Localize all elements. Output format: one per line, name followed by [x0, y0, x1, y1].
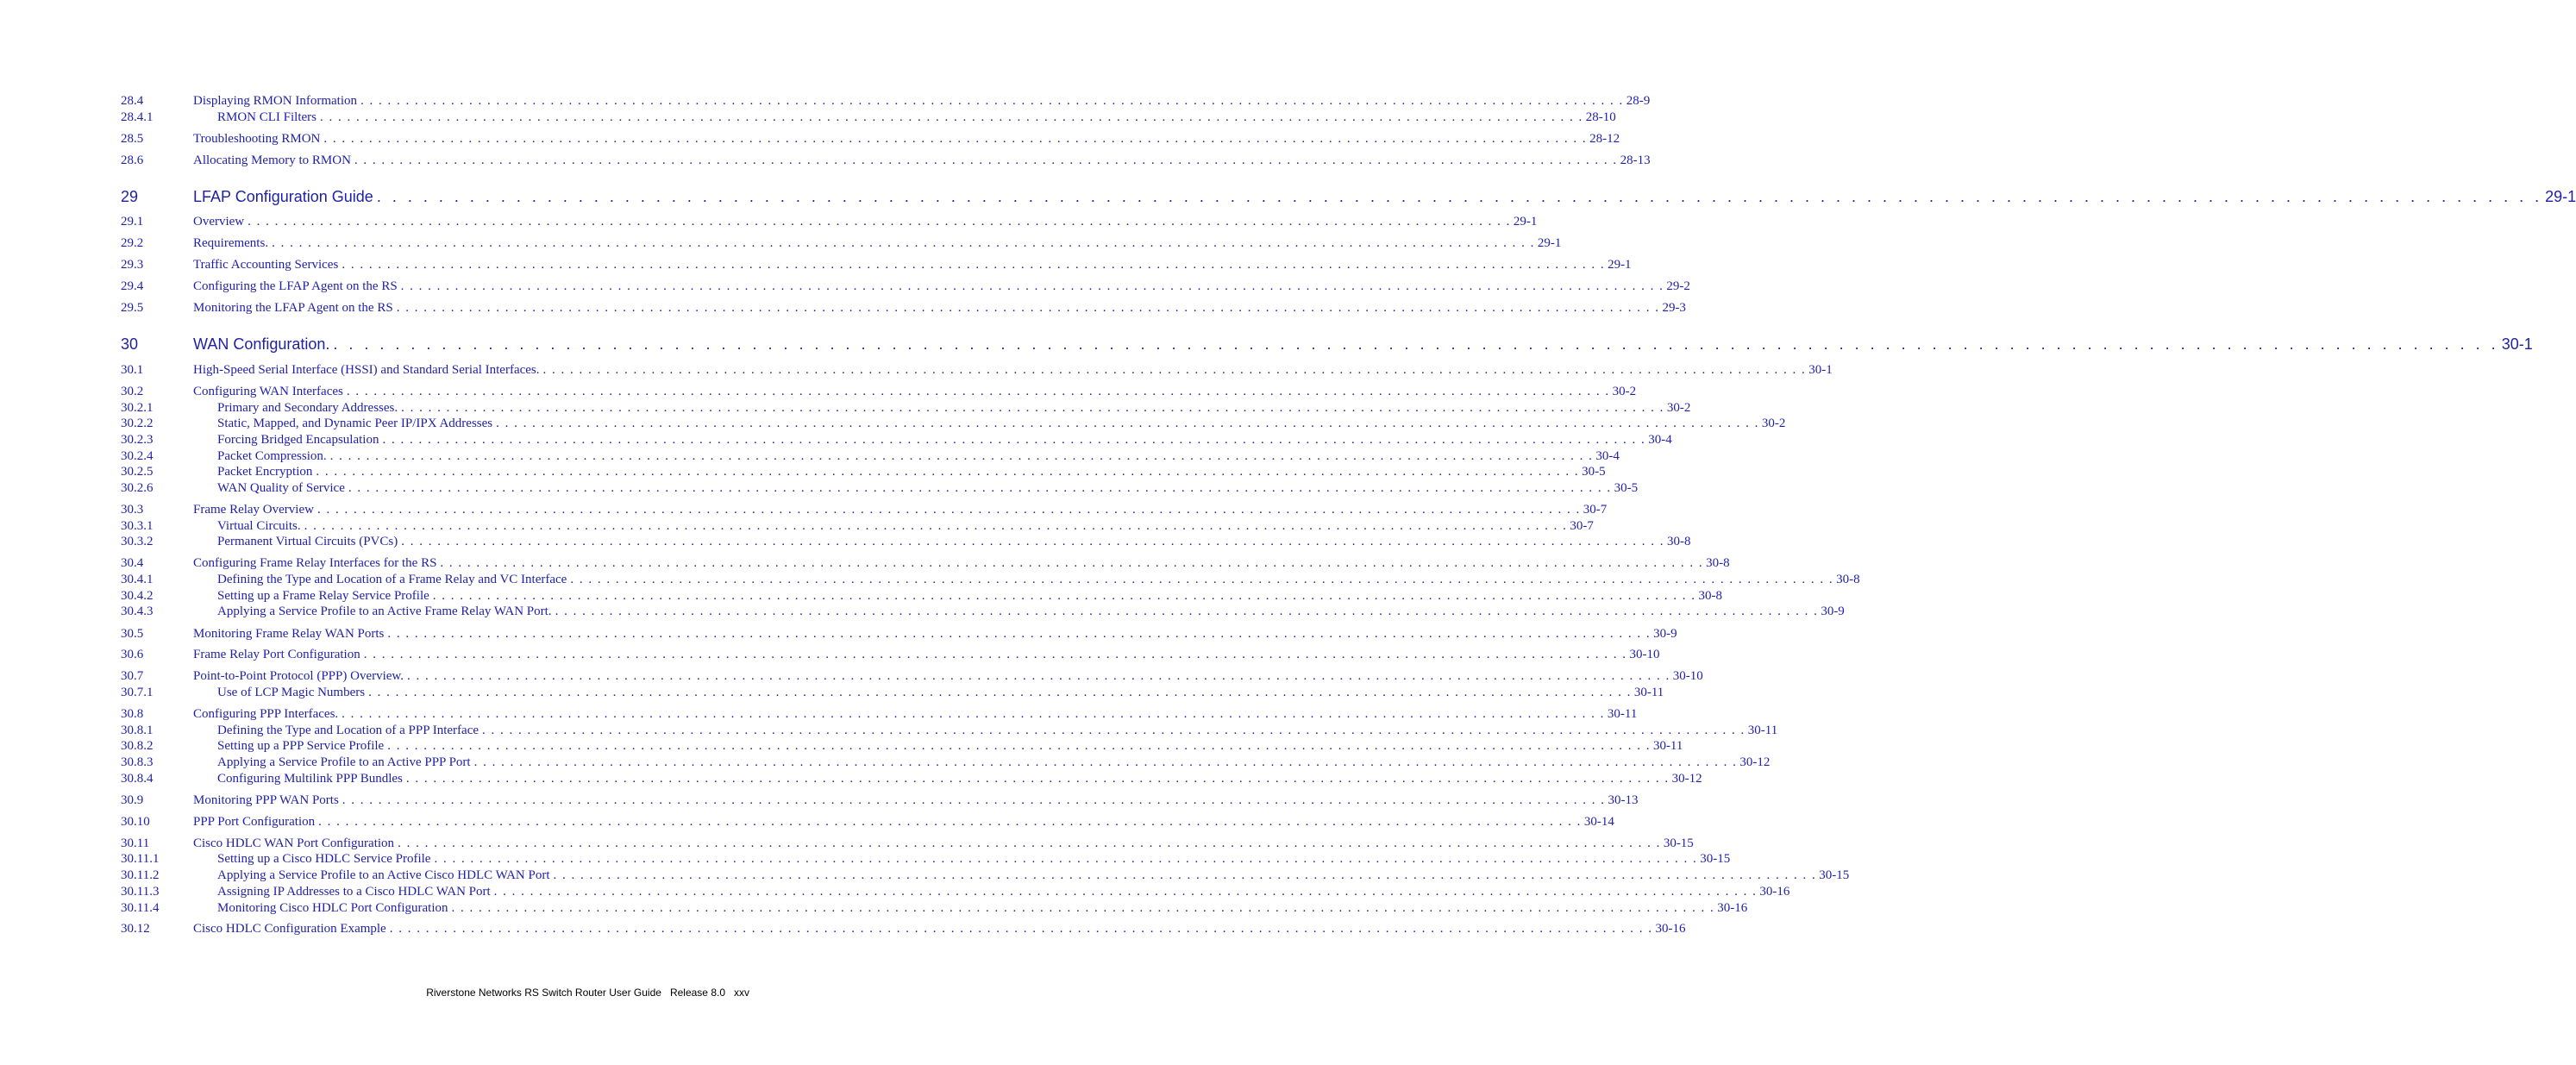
toc-entry-line[interactable]	[217, 517, 1594, 535]
toc-entry-page[interactable]: 30-11	[1633, 686, 1664, 699]
toc-entry-line[interactable]	[193, 130, 1620, 147]
toc-entry-title[interactable]: Virtual Circuits.	[217, 519, 301, 533]
toc-entry-number: 30.3	[121, 503, 144, 517]
toc-entry-line[interactable]	[217, 684, 1664, 701]
toc-section-entry[interactable]	[0, 415, 1786, 432]
toc-entry-page[interactable]: 28-12	[1589, 132, 1620, 146]
toc-entry-line[interactable]	[217, 899, 1748, 917]
toc-section-entry[interactable]	[0, 813, 1614, 830]
toc-entry-number: 30.5	[121, 627, 144, 641]
dot-leader: . . . . . . . . . . . . . . . . . . . . . . . . . . . . . . . . . . . . . . . . . . . . . . . . . . . . . . . . . . . . . . . . . . . . . . . . . . . . . . . . . . . . . . . . . . . . . . . . . . . . . . . . . . . . . . . . . . . . . . . . . . . . . . . . . . . . . . . . . . . .	[382, 433, 1646, 447]
dot-leader: . . . . . . . . . . . . . . . . . . . . . . . . . . . . . . . . . . . . . . . . . . . . . . . . . . . . . . . . . . . . . . . . . . . . . . . . . . . . . . . . . . . . . . . . . . . . . . . . . . . . . . . . . . . . . . . . . . . . . . . . . . . . . . . . . . . . . . . . . . . .	[473, 755, 1738, 769]
toc-entry-title[interactable]: RMON CLI Filters	[217, 110, 317, 124]
toc-entry-page[interactable]: 30-9	[1653, 627, 1677, 641]
toc-section-entry[interactable]	[0, 705, 1638, 723]
toc-section-entry[interactable]	[0, 448, 1620, 465]
toc-entry-page[interactable]: 30-16	[1655, 922, 1686, 936]
toc-section-entry[interactable]	[0, 835, 1694, 852]
dot-leader: . . . . . . . . . . . . . . . . . . . . . . . . . . . . . . . . . . . . . . . . . . . . . . . . . . . . . . . . . . . . . . . . . . . . . . . . . . . . . . . . . . . . . . . . . . . . . . . . . . . . . . . . . . . . . . . . . . . . . . . . . . . . . . . . . . . . . . . . . . . .	[387, 627, 1652, 641]
dot-leader: . . . . . . . . . . . . . . . . . . . . . . . . . . . . . . . . . . . . . . . . . . . . . . . . . . . . . . . . . . . . . . . . . . . . . . . . . . . . . . . . . . . . . . . . . . . . . . . . . . . . . . . . . . . . . . . . . . . . . . . . . . . . . . . . . . . . . . . . . . . .	[389, 922, 1653, 936]
toc-entry-line[interactable]	[217, 737, 1683, 755]
toc-section-entry[interactable]	[0, 463, 1606, 480]
toc-section-entry[interactable]	[0, 256, 1632, 273]
dot-leader: . . . . . . . . . . . . . . . . . . . . . . . . . . . . . . . . . . . . . . . . . . . . . . . . . . . . . . . . . . . . . . . . . . . . . . . . . . . . . . . . . . . . . . . . . . . . . . . . . . . . . . . . . . . . . . . . . . . . . . . . . . . . . . . . . . . . . . . . . . . .	[320, 110, 1583, 124]
toc-entry-number: 30.3.1	[121, 519, 154, 533]
toc-entry-line[interactable]	[217, 722, 1778, 739]
toc-entry-number: 30.4	[121, 556, 144, 570]
toc-section-entry[interactable]	[0, 109, 1616, 126]
toc-entry-page[interactable]: 30-1	[1808, 363, 1833, 377]
toc-entry-title[interactable]: WAN Configuration.	[193, 335, 330, 353]
toc-section-entry[interactable]	[0, 361, 1833, 379]
toc-entry-title[interactable]: Cisco HDLC Configuration Example	[193, 922, 386, 936]
toc-entry-line[interactable]	[193, 299, 1686, 316]
toc-entry-page[interactable]: 28-10	[1585, 110, 1616, 124]
toc-entry-title[interactable]: Defining the Type and Location of a Frame Relay and VC Interface	[217, 573, 567, 586]
dot-leader: . . . . . . . . . . . . . . . . . . . . . . . . . . . . . . . . . . . . . . . . . . . . . . . . . . . . . . . . . . . . . . . . . . . . . . . . . . . . . . . . . . . . . . . . . . . . . . . . . . . . . . . . . . . . . . . . . . . . . . . . . . . . . . . . . . . . . . . . . . . .	[342, 793, 1606, 807]
toc-entry-title[interactable]: Permanent Virtual Circuits (PVCs)	[217, 535, 398, 548]
toc-entry-line[interactable]	[193, 792, 1639, 809]
toc-entry-title[interactable]: Setting up a Frame Relay Service Profile	[217, 589, 429, 603]
toc-entry-number: 30.2.2	[121, 417, 154, 430]
dot-leader: . . . . . . . . . . . . . . . . . . . . . . . . . . . . . . . . . . . . . . . . . . . . . . . . . . . . . . . . . . . . . . . . . . . . . . . . . . . . . . . . . . . . . . . . . . . . . . . . . . . . . . . . . . . . . . . . . . . . . . . . . . . . . . . . . . . . . . . . . . . .	[348, 481, 1612, 495]
toc-section-entry[interactable]	[0, 278, 1690, 295]
toc-entry-page[interactable]: 30-8	[1836, 573, 1860, 586]
dot-leader: . . . . . . . . . . . . . . . . . . . . . . . . . . . . . . . . . . . . . . . . . . . . . . . . . . . . . . . . . . . . . . . . . . . . . . . . . . . . . . . . . . . . . . . . . . . . . . . . . . . . . . . . . . . . . . . . . . . . . . . . . . . . . . . . . . . . . . . . . . . .	[396, 301, 1660, 315]
toc-entry-title[interactable]: Defining the Type and Location of a PPP Interface	[217, 724, 479, 737]
toc-entry-number: 30.3.2	[121, 535, 154, 548]
toc-entry-line[interactable]	[193, 625, 1677, 642]
dot-leader: . . . . . . . . . . . . . . . . . . . . . . . . . . . . . . . . . . . . . . . . . . . . . . . . . . . . . . . . . . . . . . . . . . . . . . . . . . . . . . . . . . . . . . . . . . . . . . . . . . . . . . . . . . . . . . . . . . . . . . . . . . . . . . . . . . . . . . . . . . . .	[401, 535, 1664, 548]
toc-section-entry[interactable]	[0, 737, 1683, 755]
toc-entry-title[interactable]: Applying a Service Profile to an Active Cisco HDLC WAN Port	[217, 868, 550, 882]
toc-entry-number: 29.4	[121, 279, 144, 293]
toc-entry-title[interactable]: Frame Relay Port Configuration	[193, 648, 360, 661]
toc-entry-page[interactable]: 30-16	[1717, 901, 1748, 915]
dot-leader: . . . . . . . . . . . . . . . . . . . . . . . . . . . . . . . . . . . . . . . . . . . . . . . . . . . . . . . . . . . . . . . . . . . . . . . . . . . . . . . . . . . . . . . . . . . . . . . . . . . . . . . . . . . . . . . . . . . . . . . . . . . . . . . . . . . . . . . . . . . .	[360, 94, 1624, 108]
toc-entry-page[interactable]: 30-10	[1672, 669, 1703, 683]
dot-leader: . . . . . . . . . . . . . . . . . . . . . . . . . . . . . . . . . . . . . . . . . . . . . . . . . . . . . . . . . . . . . . . . . . . . . . . . . . . . . . . . . . . . . . . . . . . . . . . . . . . . . . . . . . . . . . . . . . . . . . . . . . . . . . . . . . . . . . . . . . . .	[398, 836, 1661, 850]
toc-section-entry[interactable]	[0, 770, 1702, 787]
toc-section-entry[interactable]	[0, 684, 1664, 701]
toc-entry-title[interactable]: Monitoring the LFAP Agent on the RS	[193, 301, 393, 315]
toc-section-entry[interactable]	[0, 603, 1845, 620]
toc-entry-number: 30.8.3	[121, 755, 154, 769]
toc-entry-line[interactable]	[193, 213, 1538, 230]
toc-entry-page[interactable]: 28-13	[1620, 153, 1651, 167]
toc-entry-page[interactable]: 30-8	[1706, 556, 1730, 570]
toc-entry-number: 30.4.3	[121, 605, 154, 618]
toc-entry-title[interactable]: Configuring WAN Interfaces	[193, 385, 343, 398]
toc-entry-page[interactable]: 30-10	[1629, 648, 1660, 661]
toc-entry-line[interactable]	[193, 333, 2533, 355]
toc-entry-number: 30.10	[121, 815, 150, 829]
toc-section-entry[interactable]	[0, 754, 1771, 771]
toc-entry-title[interactable]: Cisco HDLC WAN Port Configuration	[193, 836, 395, 850]
dot-leader: . . . . . . . . . . . . . . . . . . . . . . . . . . . . . . . . . . . . . . . . . . . . . . . . . . . . . . . . . . . . . . . . . . . . . . . . . . . . . . . . . . . . . . . . . . . . . . . . . . . . . . . . . . . . . . . . . . . . . . . . . . . . . . . . . . . . . . . . . . . .	[400, 279, 1664, 293]
toc-section-entry[interactable]	[0, 667, 1703, 685]
dot-leader: . . . . . . . . . . . . . . . . . . . . . . . . . . . . . . . . . . . . . . . . . . . . . . . . . . . . . . . . . . . . . . . . . . . . . . . . . . . . . . . . . . . . . . . . . . . . . . . . . . . . . . . . . . . . . . . . . . . . . . . . . . . . . . . . . . . . . . . . . . . .	[248, 215, 1511, 229]
dot-leader: . . . . . . . . . . . . . . . . . . . . . . . . . . . . . . . . . . . . . . . . . . . . . . . . . . . . . . . . . . . . . . . . . . . . . . . . . . . . . . . . . . . . . . . . . . . . . . . . . . . . . . . . . . . . . . . . . . . . . . . . . . . . . . . . . . . . . . . . . . . .	[376, 188, 2543, 205]
toc-entry-number: 30.1	[121, 363, 144, 377]
toc-entry-page[interactable]: 29-3	[1662, 301, 1686, 315]
dot-leader: . . . . . . . . . . . . . . . . . . . . . . . . . . . . . . . . . . . . . . . . . . . . . . . . . . . . . . . . . . . . . . . . . . . . . . . . . . . . . . . . . . . . . . . . . . . . . . . . . . . . . . . . . . . . . . . . . . . . . . . . . . . . . . . . . . . . . . . . . . . .	[553, 868, 1817, 882]
toc-section-entry[interactable]	[0, 850, 1731, 868]
toc-section-entry[interactable]	[0, 383, 1637, 400]
toc-entry-number: 30.12	[121, 922, 150, 936]
toc-entry-line[interactable]	[193, 92, 1651, 110]
dot-leader: . . . . . . . . . . . . . . . . . . . . . . . . . . . . . . . . . . . . . . . . . . . . . . . . . . . . . . . . . . . . . . . . . . . . . . . . . . . . . . . . . . . . . . . . . . . . . . . . . . . . . . . . . . . . . . . . . . . . . . . . . . . . . . . . . . . . . . . . . . . .	[401, 401, 1664, 415]
toc-entry-page[interactable]: 30-11	[1747, 724, 1778, 737]
toc-section-entry[interactable]	[0, 299, 1686, 316]
toc-entry-page[interactable]: 30-15	[1819, 868, 1850, 882]
toc-entry-page[interactable]: 30-5	[1582, 465, 1606, 479]
toc-entry-number: 30.11.1	[121, 852, 160, 866]
toc-entry-line[interactable]	[217, 850, 1731, 868]
toc-entry-title[interactable]: Frame Relay Overview	[193, 503, 314, 517]
toc-section-entry[interactable]	[0, 792, 1639, 809]
toc-entry-line[interactable]	[193, 185, 2576, 208]
toc-entry-page[interactable]: 30-7	[1583, 503, 1608, 517]
dot-leader: . . . . . . . . . . . . . . . . . . . . . . . . . . . . . . . . . . . . . . . . . . . . . . . . . . . . . . . . . . . . . . . . . . . . . . . . . . . . . . . . . . . . . . . . . . . . . . . . . . . . . . . . . . . . . . . . . . . . . . . . . . . . . . . . . . . . . . . . . . . .	[316, 465, 1580, 479]
toc-entry-line[interactable]	[217, 770, 1702, 787]
toc-entry-title[interactable]: Applying a Service Profile to an Active Frame Relay WAN Port.	[217, 605, 552, 618]
toc-entry-page[interactable]: 29-2	[1666, 279, 1690, 293]
toc-entry-number: 30.2.4	[121, 449, 154, 463]
toc-section-entry[interactable]	[0, 501, 1608, 518]
dot-leader: . . . . . . . . . . . . . . . . . . . . . . . . . . . . . . . . . . . . . . . . . . . . . . . . . . . . . . . . . . . . . . . . . . . . . . . . . . . . . . . . . . . . . . . . . . . . . . . . . . . . . . . . . . . . . . . . . . . . . . . . . . . . . . . . . . . . . . . . . . . .	[555, 605, 1819, 618]
toc-entry-number: 30.2	[121, 385, 144, 398]
toc-section-entry[interactable]	[0, 479, 1639, 497]
toc-section-entry[interactable]	[0, 587, 1723, 605]
toc-entry-title[interactable]: Traffic Accounting Services	[193, 258, 339, 272]
toc-entry-number: 30.7.1	[121, 686, 154, 699]
toc-entry-line[interactable]	[217, 479, 1639, 497]
dot-leader: . . . . . . . . . . . . . . . . . . . . . . . . . . . . . . . . . . . . . . . . . . . . . . . . . . . . . . . . . . . . . . . . . . . . . . . . . . . . . . . . . . . . . . . . . . . . . . . . . . . . . . . . . . . . . . . . . . . . . . . . . . . . . . . . . . . . . . . . . . . .	[368, 686, 1632, 699]
toc-entry-number: 30.9	[121, 793, 144, 807]
toc-section-entry[interactable]	[0, 130, 1620, 147]
dot-leader: . . . . . . . . . . . . . . . . . . . . . . . . . . . . . . . . . . . . . . . . . . . . . . . . . . . . . . . . . . . . . . . . . . . . . . . . . . . . . . . . . . . . . . . . . . . . . . . . . . . . . . . . . . . . . . . . . . . . . . . . . . . . . . . . . . . . . . . . . . . .	[407, 669, 1670, 683]
toc-chapter-entry[interactable]	[0, 185, 2576, 208]
toc-section-entry[interactable]	[0, 867, 1850, 884]
toc-entry-page[interactable]: 30-8	[1698, 589, 1723, 603]
toc-entry-title[interactable]: Point-to-Point Protocol (PPP) Overview.	[193, 669, 404, 683]
dot-leader: . . . . . . . . . . . . . . . . . . . . . . . . . . . . . . . . . . . . . . . . . . . . . . . . . . . . . . . . . . . . . . . . . . . . . . . . . . . . . . . . . . . . . . . . . . . . . . . . . . . . . . . . . . . . . . . . . . . . . . . . . . . . . . . . . . . . . . . . . . . .	[346, 385, 1610, 398]
dot-leader: . . . . . . . . . . . . . . . . . . . . . . . . . . . . . . . . . . . . . . . . . . . . . . . . . . . . . . . . . . . . . . . . . . . . . . . . . . . . . . . . . . . . . . . . . . . . . . . . . . . . . . . . . . . . . . . . . . . . . . . . . . . . . . . . . . . . . . . . . . . .	[542, 363, 1807, 377]
toc-entry-line[interactable]	[193, 667, 1703, 685]
toc-entry-line[interactable]	[217, 754, 1771, 771]
toc-entry-line[interactable]	[217, 399, 1691, 417]
dot-leader: . . . . . . . . . . . . . . . . . . . . . . . . . . . . . . . . . . . . . . . . . . . . . . . . . . . . . . . . . . . . . . . . . . . . . . . . . . . . . . . . . . . . . . . . . . . . . . . . . . . . . . . . . . . . . . . . . . . . . . . . . . . . . . . . . . . . . . . . . . . .	[405, 772, 1670, 786]
toc-section-entry[interactable]	[0, 399, 1691, 417]
toc-entry-number: 30.11.2	[121, 868, 160, 882]
dot-leader: . . . . . . . . . . . . . . . . . . . . . . . . . . . . . . . . . . . . . . . . . . . . . . . . . . . . . . . . . . . . . . . . . . . . . . . . . . . . . . . . . . . . . . . . . . . . . . . . . . . . . . . . . . . . . . . . . . . . . . . . . . . . . . . . . . . . . . . . . . . .	[434, 852, 1698, 866]
toc-entry-number: 30.7	[121, 669, 144, 683]
toc-entry-title[interactable]: Allocating Memory to RMON	[193, 153, 351, 167]
toc-section-entry[interactable]	[0, 722, 1778, 739]
toc-entry-number: 29	[121, 188, 139, 205]
toc-entry-title[interactable]: High-Speed Serial Interface (HSSI) and Standard Serial Interfaces.	[193, 363, 540, 377]
toc-entry-number: 30.8.4	[121, 772, 154, 786]
toc-section-entry[interactable]	[0, 625, 1677, 642]
toc-section-entry[interactable]	[0, 920, 1686, 937]
toc-entry-number: 29.2	[121, 236, 144, 250]
toc-entry-title[interactable]: Static, Mapped, and Dynamic Peer IP/IPX Addresses	[217, 417, 493, 430]
toc-entry-line[interactable]	[217, 867, 1850, 884]
toc-entry-line[interactable]	[193, 835, 1694, 852]
dot-leader: . . . . . . . . . . . . . . . . . . . . . . . . . . . . . . . . . . . . . . . . . . . . . . . . . . . . . . . . . . . . . . . . . . . . . . . . . . . . . . . . . . . . . . . . . . . . . . . . . . . . . . . . . . . . . . . . . . . . . . . . . . . . . . . . . . . . . . . . . . . .	[318, 815, 1582, 829]
toc-entry-number: 30.2.6	[121, 481, 154, 495]
dot-leader: . . . . . . . . . . . . . . . . . . . . . . . . . . . . . . . . . . . . . . . . . . . . . . . . . . . . . . . . . . . . . . . . . . . . . . . . . . . . . . . . . . . . . . . . . . . . . . . . . . . . . . . . . . . . . . . . . . . . . . . . . . . . . . . . . . . . . . . . . . . .	[363, 648, 1627, 661]
toc-entry-number: 30.6	[121, 648, 144, 661]
toc-entry-line[interactable]	[217, 883, 1790, 900]
toc-entry-title[interactable]: Displaying RMON Information	[193, 94, 357, 108]
toc-entry-title[interactable]: Configuring PPP Interfaces.	[193, 707, 339, 721]
dot-leader: . . . . . . . . . . . . . . . . . . . . . . . . . . . . . . . . . . . . . . . . . . . . . . . . . . . . . . . . . . . . . . . . . . . . . . . . . . . . . . . . . . . . . . . . . . . . . . . . . . . . . . . . . . . . . . . . . . . . . . . . . . . . . . . . . . . . . . . . . . . .	[323, 132, 1588, 146]
toc-entry-line[interactable]	[217, 448, 1620, 465]
toc-entry-line[interactable]	[193, 501, 1608, 518]
toc-section-entry[interactable]	[0, 92, 1651, 110]
toc-entry-title[interactable]: Forcing Bridged Encapsulation	[217, 433, 379, 447]
toc-entry-line[interactable]	[193, 256, 1632, 273]
toc-entry-line[interactable]	[193, 235, 1562, 252]
dot-leader: . . . . . . . . . . . . . . . . . . . . . . . . . . . . . . . . . . . . . . . . . . . . . . . . . . . . . . . . . . . . . . . . . . . . . . . . . . . . . . . . . . . . . . . . . . . . . . . . . . . . . . . . . . . . . . . . . . . . . . . . . . . . . . . . . . . . . . . . . . . .	[493, 885, 1758, 899]
toc-entry-title[interactable]: Configuring the LFAP Agent on the RS	[193, 279, 398, 293]
toc-entry-page[interactable]: 30-1	[2501, 335, 2533, 353]
toc-entry-line[interactable]	[217, 463, 1606, 480]
toc-entry-title[interactable]: WAN Quality of Service	[217, 481, 345, 495]
dot-leader: . . . . . . . . . . . . . . . . . . . . . . . . . . . . . . . . . . . . . . . . . . . . . . . . . . . . . . . . . . . . . . . . . . . . . . . . . . . . . . . . . . . . . . . . . . . . . . . . . . . . . . . . . . . . . . . . . . . . . . . . . . . . . . . . . . . . . . . . . . . .	[272, 236, 1535, 250]
toc-entry-line[interactable]	[217, 587, 1723, 605]
toc-entry-page[interactable]: 30-11	[1652, 739, 1683, 753]
toc-entry-line[interactable]	[217, 109, 1616, 126]
toc-entry-line[interactable]	[217, 603, 1845, 620]
toc-entry-page[interactable]: 29-1	[1608, 258, 1632, 272]
toc-entry-number: 30.2.1	[121, 401, 154, 415]
dot-leader: . . . . . . . . . . . . . . . . . . . . . . . . . . . . . . . . . . . . . . . . . . . . . . . . . . . . . . . . . . . . . . . . . . . . . . . . . . . . . . . . . . . . . . . . . . . . . . . . . . . . . . . . . . . . . . . . . . . . . . . . . . . . . . . . . . . . . . . . . . . .	[451, 901, 1715, 915]
toc-entry-page[interactable]: 30-15	[1700, 852, 1731, 866]
toc-entry-line[interactable]	[193, 361, 1833, 379]
toc-entry-page[interactable]: 30-8	[1666, 535, 1691, 548]
toc-entry-title[interactable]: Primary and Secondary Addresses.	[217, 401, 398, 415]
footer-page-number: xxv	[734, 987, 749, 999]
dot-leader: . . . . . . . . . . . . . . . . . . . . . . . . . . . . . . . . . . . . . . . . . . . . . . . . . . . . . . . . . . . . . . . . . . . . . . . . . . . . . . . . . . . . . . . . . . . . . . . . . . . . . . . . . . . . . . . . . . . . . . . . . . . . . . . . . . . . . . . . . . . .	[342, 258, 1606, 272]
toc-section-entry[interactable]	[0, 152, 1651, 169]
toc-entry-page[interactable]: 30-13	[1608, 793, 1639, 807]
dot-leader: . . . . . . . . . . . . . . . . . . . . . . . . . . . . . . . . . . . . . . . . . . . . . . . . . . . . . . . . . . . . . . . . . . . . . . . . . . . . . . . . . . . . . . . . . . . . . . . . . . . . . . . . . . . . . . . . . . . . . . . . . . . . . . . . . . . . . . . . . . . .	[333, 335, 2499, 353]
toc-entry-number: 30.8.2	[121, 739, 154, 753]
toc-entry-number: 29.5	[121, 301, 144, 315]
dot-leader: . . . . . . . . . . . . . . . . . . . . . . . . . . . . . . . . . . . . . . . . . . . . . . . . . . . . . . . . . . . . . . . . . . . . . . . . . . . . . . . . . . . . . . . . . . . . . . . . . . . . . . . . . . . . . . . . . . . . . . . . . . . . . . . . . . . . . . . . . . . .	[432, 589, 1696, 603]
toc-entry-title[interactable]: Monitoring PPP WAN Ports	[193, 793, 339, 807]
dot-leader: . . . . . . . . . . . . . . . . . . . . . . . . . . . . . . . . . . . . . . . . . . . . . . . . . . . . . . . . . . . . . . . . . . . . . . . . . . . . . . . . . . . . . . . . . . . . . . . . . . . . . . . . . . . . . . . . . . . . . . . . . . . . . . . . . . . . . . . . . . . .	[317, 503, 1581, 517]
toc-entry-page[interactable]: 30-4	[1595, 449, 1620, 463]
toc-entry-number: 28.4	[121, 94, 144, 108]
toc-entry-number: 30.4.2	[121, 589, 154, 603]
dot-leader: . . . . . . . . . . . . . . . . . . . . . . . . . . . . . . . . . . . . . . . . . . . . . . . . . . . . . . . . . . . . . . . . . . . . . . . . . . . . . . . . . . . . . . . . . . . . . . . . . . . . . . . . . . . . . . . . . . . . . . . . . . . . . . . . . . . . . . . . . . . .	[570, 573, 1834, 586]
dot-leader: . . . . . . . . . . . . . . . . . . . . . . . . . . . . . . . . . . . . . . . . . . . . . . . . . . . . . . . . . . . . . . . . . . . . . . . . . . . . . . . . . . . . . . . . . . . . . . . . . . . . . . . . . . . . . . . . . . . . . . . . . . . . . . . . . . . . . . . . . . . .	[342, 707, 1605, 721]
toc-entry-page[interactable]: 30-14	[1583, 815, 1614, 829]
toc-section-entry[interactable]	[0, 646, 1660, 663]
toc-entry-line[interactable]	[217, 415, 1786, 432]
toc-entry-title[interactable]: Use of LCP Magic Numbers	[217, 686, 366, 699]
toc-chapter-entry[interactable]	[0, 333, 2533, 355]
toc-entry-number: 28.6	[121, 153, 144, 167]
toc-entry-title[interactable]: Monitoring Cisco HDLC Port Configuration	[217, 901, 448, 915]
toc-entry-number: 30.11.4	[121, 901, 160, 915]
toc-entry-page[interactable]: 30-2	[1761, 417, 1786, 430]
toc-entry-line[interactable]	[193, 813, 1614, 830]
toc-section-entry[interactable]	[0, 517, 1594, 535]
toc-entry-page[interactable]: 30-15	[1663, 836, 1694, 850]
toc-section-entry[interactable]	[0, 213, 1538, 230]
toc-entry-number: 30.2.3	[121, 433, 154, 447]
toc-entry-number: 28.4.1	[121, 110, 154, 124]
toc-entry-title[interactable]: Applying a Service Profile to an Active PPP Port	[217, 755, 471, 769]
toc-section-entry[interactable]	[0, 235, 1562, 252]
toc-section-entry[interactable]	[0, 533, 1691, 550]
toc-entry-number: 29.1	[121, 215, 144, 229]
toc-entry-line[interactable]	[217, 431, 1672, 448]
toc-section-entry[interactable]	[0, 899, 1748, 917]
toc-entry-page[interactable]: 29-1	[2545, 188, 2576, 205]
toc-entry-line[interactable]	[217, 533, 1691, 550]
toc-entry-line[interactable]	[193, 383, 1637, 400]
toc-entry-number: 30.11	[121, 836, 150, 850]
toc-entry-page[interactable]: 30-2	[1612, 385, 1637, 398]
toc-entry-title[interactable]: PPP Port Configuration	[193, 815, 316, 829]
toc-entry-page[interactable]: 30-2	[1666, 401, 1691, 415]
toc-entry-title[interactable]: Packet Compression.	[217, 449, 327, 463]
dot-leader: . . . . . . . . . . . . . . . . . . . . . . . . . . . . . . . . . . . . . . . . . . . . . . . . . . . . . . . . . . . . . . . . . . . . . . . . . . . . . . . . . . . . . . . . . . . . . . . . . . . . . . . . . . . . . . . . . . . . . . . . . . . . . . . . . . . . . . . . . . . .	[496, 417, 1759, 430]
toc-entry-line[interactable]	[193, 646, 1660, 663]
toc-entry-number: 28.5	[121, 132, 144, 146]
toc-entry-title[interactable]: Overview	[193, 215, 245, 229]
toc-entry-page[interactable]: 30-11	[1607, 707, 1638, 721]
toc-entry-title[interactable]: Requirements.	[193, 236, 269, 250]
toc-entry-title[interactable]: Monitoring Frame Relay WAN Ports	[193, 627, 385, 641]
toc-entry-page[interactable]: 30-12	[1739, 755, 1771, 769]
dot-leader: . . . . . . . . . . . . . . . . . . . . . . . . . . . . . . . . . . . . . . . . . . . . . . . . . . . . . . . . . . . . . . . . . . . . . . . . . . . . . . . . . . . . . . . . . . . . . . . . . . . . . . . . . . . . . . . . . . . . . . . . . . . . . . . . . . . . . . . . . . . .	[482, 724, 1746, 737]
toc-section-entry[interactable]	[0, 883, 1790, 900]
toc-entry-title[interactable]: Assigning IP Addresses to a Cisco HDLC WAN Port	[217, 885, 491, 899]
toc-entry-number: 30.2.5	[121, 465, 154, 479]
toc-entry-page[interactable]: 30-16	[1759, 885, 1790, 899]
toc-entry-number: 30.4.1	[121, 573, 154, 586]
toc-entry-number: 30.8.1	[121, 724, 154, 737]
toc-entry-line[interactable]	[193, 920, 1686, 937]
toc-entry-title[interactable]: Packet Encryption	[217, 465, 313, 479]
footer-release: Release 8.0	[669, 987, 725, 999]
toc-entry-page[interactable]: 30-7	[1570, 519, 1594, 533]
toc-entry-page[interactable]: 30-5	[1614, 481, 1639, 495]
dot-leader: . . . . . . . . . . . . . . . . . . . . . . . . . . . . . . . . . . . . . . . . . . . . . . . . . . . . . . . . . . . . . . . . . . . . . . . . . . . . . . . . . . . . . . . . . . . . . . . . . . . . . . . . . . . . . . . . . . . . . . . . . . . . . . . . . . . . . . . . . . . .	[440, 556, 1704, 570]
toc-section-entry[interactable]	[0, 571, 1860, 588]
toc-entry-number: 30	[121, 335, 139, 353]
toc-entry-page[interactable]: 30-12	[1671, 772, 1702, 786]
toc-entry-line[interactable]	[193, 705, 1638, 723]
toc-entry-page[interactable]: 30-4	[1648, 433, 1672, 447]
toc-entry-page[interactable]: 28-9	[1626, 94, 1651, 108]
toc-entry-number: 29.3	[121, 258, 144, 272]
toc-entry-title[interactable]: LFAP Configuration Guide	[193, 188, 373, 205]
toc-section-entry[interactable]	[0, 431, 1672, 448]
toc-entry-title[interactable]: Troubleshooting RMON	[193, 132, 321, 146]
toc-entry-line[interactable]	[193, 278, 1690, 295]
dot-leader: . . . . . . . . . . . . . . . . . . . . . . . . . . . . . . . . . . . . . . . . . . . . . . . . . . . . . . . . . . . . . . . . . . . . . . . . . . . . . . . . . . . . . . . . . . . . . . . . . . . . . . . . . . . . . . . . . . . . . . . . . . . . . . . . . . . . . . . . . . . .	[329, 449, 1594, 463]
toc-entry-page[interactable]: 30-9	[1821, 605, 1845, 618]
toc-entry-line[interactable]	[217, 571, 1860, 588]
dot-leader: . . . . . . . . . . . . . . . . . . . . . . . . . . . . . . . . . . . . . . . . . . . . . . . . . . . . . . . . . . . . . . . . . . . . . . . . . . . . . . . . . . . . . . . . . . . . . . . . . . . . . . . . . . . . . . . . . . . . . . . . . . . . . . . . . . . . . . . . . . . .	[354, 153, 1618, 167]
toc-entry-page[interactable]: 29-1	[1513, 215, 1538, 229]
dot-leader: . . . . . . . . . . . . . . . . . . . . . . . . . . . . . . . . . . . . . . . . . . . . . . . . . . . . . . . . . . . . . . . . . . . . . . . . . . . . . . . . . . . . . . . . . . . . . . . . . . . . . . . . . . . . . . . . . . . . . . . . . . . . . . . . . . . . . . . . . . . .	[304, 519, 1568, 533]
toc-entry-line[interactable]	[193, 152, 1651, 169]
toc-entry-number: 30.8	[121, 707, 144, 721]
toc-entry-title[interactable]: Setting up a Cisco HDLC Service Profile	[217, 852, 431, 866]
toc-entry-number: 30.11.3	[121, 885, 160, 899]
footer-guide-title: Riverstone Networks RS Switch Router User Guide	[426, 987, 661, 999]
toc-entry-title[interactable]: Configuring Multilink PPP Bundles	[217, 772, 403, 786]
dot-leader: . . . . . . . . . . . . . . . . . . . . . . . . . . . . . . . . . . . . . . . . . . . . . . . . . . . . . . . . . . . . . . . . . . . . . . . . . . . . . . . . . . . . . . . . . . . . . . . . . . . . . . . . . . . . . . . . . . . . . . . . . . . . . . . . . . . . . . . . . . . .	[387, 739, 1651, 753]
toc-entry-page[interactable]: 29-1	[1537, 236, 1562, 250]
toc-entry-title[interactable]: Configuring Frame Relay Interfaces for the RS	[193, 556, 437, 570]
page-footer	[426, 987, 749, 999]
toc-entry-title[interactable]: Setting up a PPP Service Profile	[217, 739, 385, 753]
toc-section-entry[interactable]	[0, 554, 1730, 572]
toc-entry-line[interactable]	[193, 554, 1730, 572]
